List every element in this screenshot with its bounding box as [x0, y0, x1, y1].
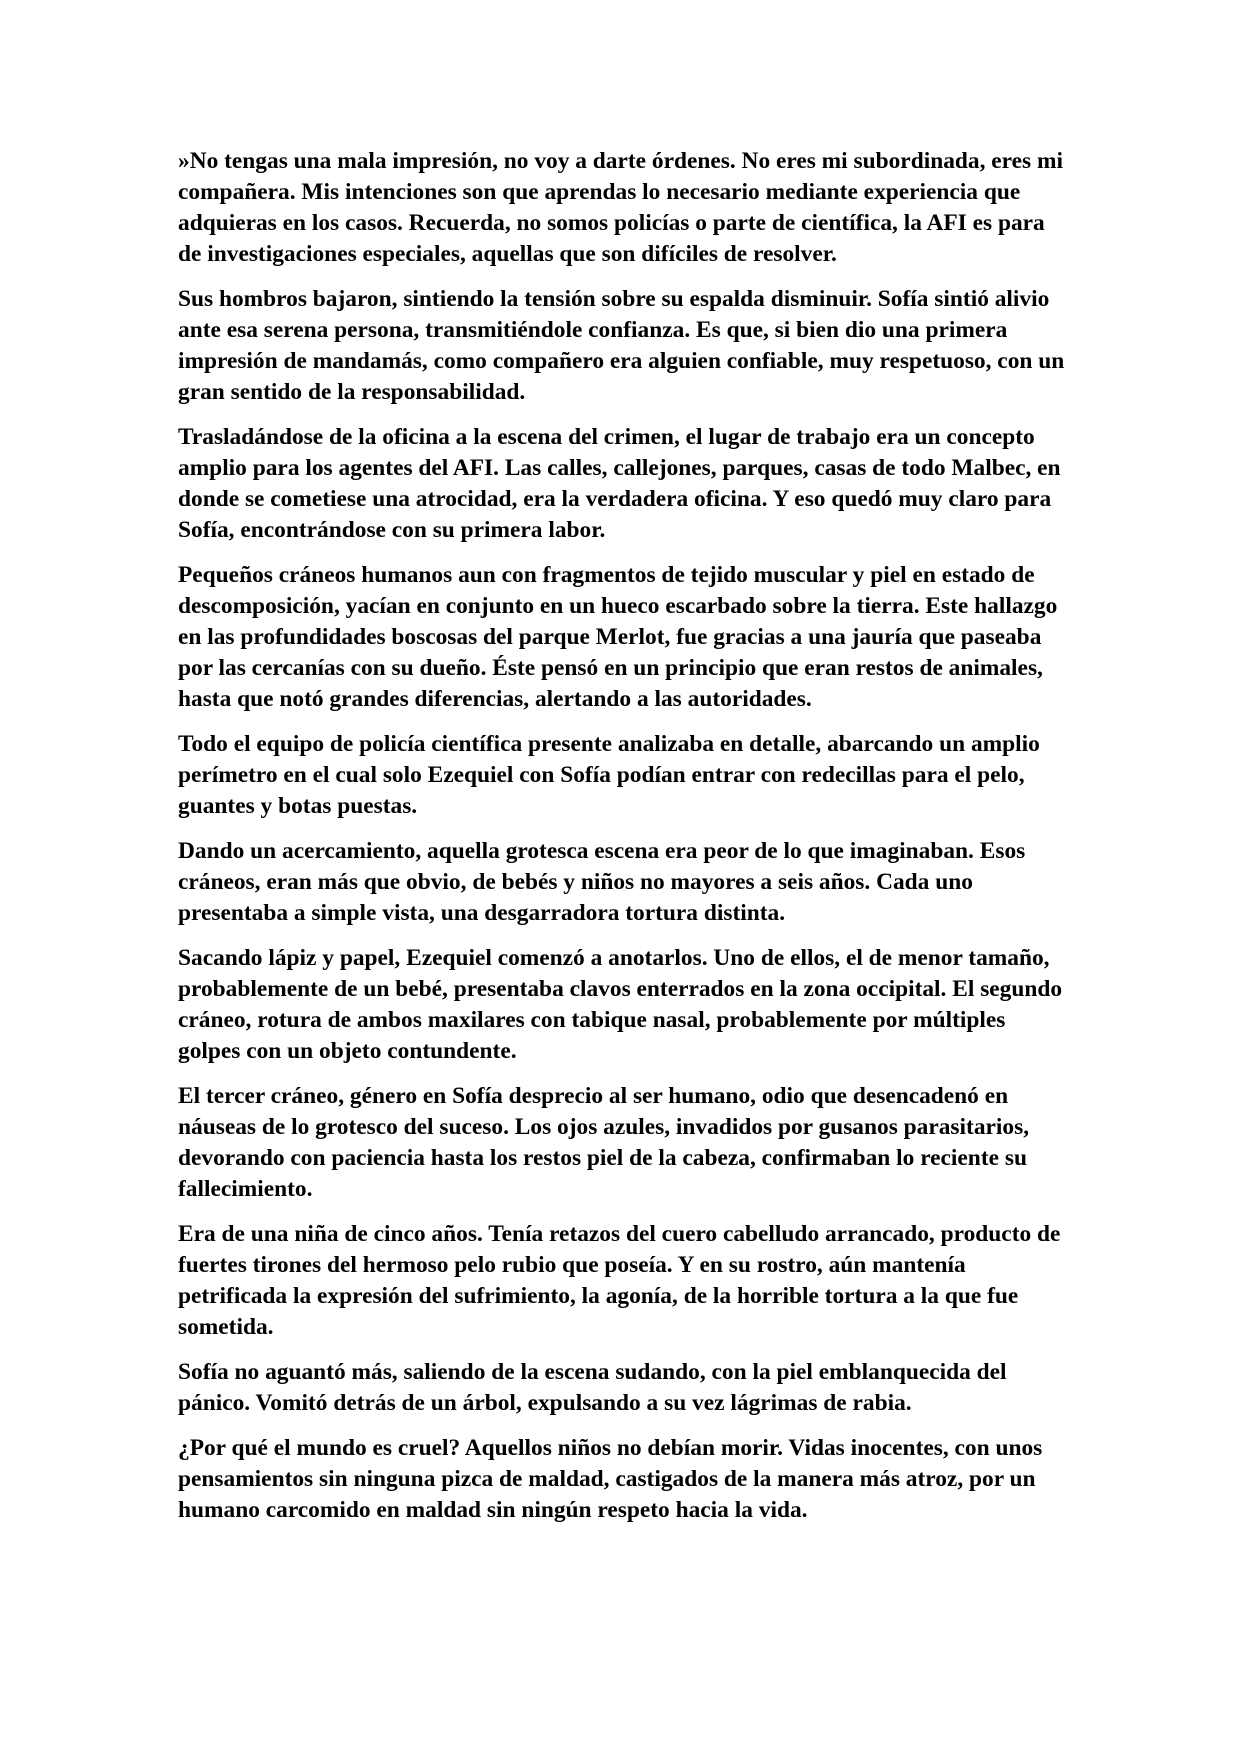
paragraph-9: Era de una niña de cinco años. Tenía retazos del cuero cabelludo arrancado, producto de fuertes tirones del hermoso pelo rubio que poseía. Y en su rostro, aún mantenía petrificada la expresión del sufrimiento, la agonía, de la horrible tortura a la que fue sometida.	[178, 1221, 1061, 1340]
paragraph-6: Dando un acercamiento, aquella grotesca escena era peor de lo que imaginaban. Esos cráneos, eran más que obvio, de bebés y niños no mayores a seis años. Cada uno presentaba a simple vista, una desgarradora tortura distinta.	[178, 838, 1026, 926]
paragraph-1: »No tengas una mala impresión, no voy a darte órdenes. No eres mi subordinada, eres mi compañera. Mis intenciones son que aprendas lo necesario mediante experiencia que adquieras en los casos. Recuerda, no somos policías o parte de científica, la AFI es para de investigaciones especiales, aquellas que son difíciles de resolver.	[178, 148, 1063, 267]
paragraph-11: ¿Por qué el mundo es cruel? Aquellos niños no debían morir. Vidas inocentes, con unos pensamientos sin ninguna pizca de maldad, castigados de la manera más atroz, por un humano carcomido en maldad sin ningún respeto hacia la vida.	[178, 1435, 1043, 1523]
paragraph-10: Sofía no aguantó más, saliendo de la escena sudando, con la piel emblanquecida del pánico. Vomitó detrás de un árbol, expulsando a su vez lágrimas de rabia.	[178, 1359, 1007, 1416]
paragraph-2: Sus hombros bajaron, sintiendo la tensión sobre su espalda disminuir. Sofía sintió alivio ante esa serena persona, transmitiéndole confianza. Es que, si bien dio una primera impresión de mandamás, como compañero era alguien confiable, muy respetuoso, con un gran sentido de la responsabilidad.	[178, 286, 1065, 405]
paragraph-5: Todo el equipo de policía científica presente analizaba en detalle, abarcando un amplio perímetro en el cual solo Ezequiel con Sofía podían entrar con redecillas para el pelo, guantes y botas puestas.	[178, 731, 1040, 819]
paragraph-7: Sacando lápiz y papel, Ezequiel comenzó a anotarlos. Uno de ellos, el de menor tamaño, probablemente de un bebé, presentaba clavos enterrados en la zona occipital. El segundo cráneo, rotura de ambos maxilares con tabique nasal, probablemente por múltiples golpes con un objeto contundente.	[178, 945, 1063, 1064]
paragraph-8: El tercer cráneo, género en Sofía desprecio al ser humano, odio que desencadenó en náuseas de lo grotesco del suceso. Los ojos azules, invadidos por gusanos parasitarios, devorando con paciencia hasta los restos piel de la cabeza, confirmaban lo reciente su fallecimiento.	[178, 1083, 1030, 1202]
paragraph-3: Trasladándose de la oficina a la escena del crimen, el lugar de trabajo era un concepto amplio para los agentes del AFI. Las calles, callejones, parques, casas de todo Malbec, en donde se cometiese una atrocidad, era la verdadera oficina. Y eso quedó muy claro para Sofía, encontrándose con su primera labor.	[178, 424, 1061, 543]
paragraph-4: Pequeños cráneos humanos aun con fragmentos de tejido muscular y piel en estado de descomposición, yacían en conjunto en un hueco escarbado sobre la tierra. Este hallazgo en las profundidades boscosas del parque Merlot, fue gracias a una jauría que paseaba por las cercanías con su dueño. Éste pensó en un principio que eran restos de animales, hasta que notó grandes diferencias, alertando a las autoridades.	[178, 562, 1058, 712]
document-body	[178, 146, 1072, 1540]
